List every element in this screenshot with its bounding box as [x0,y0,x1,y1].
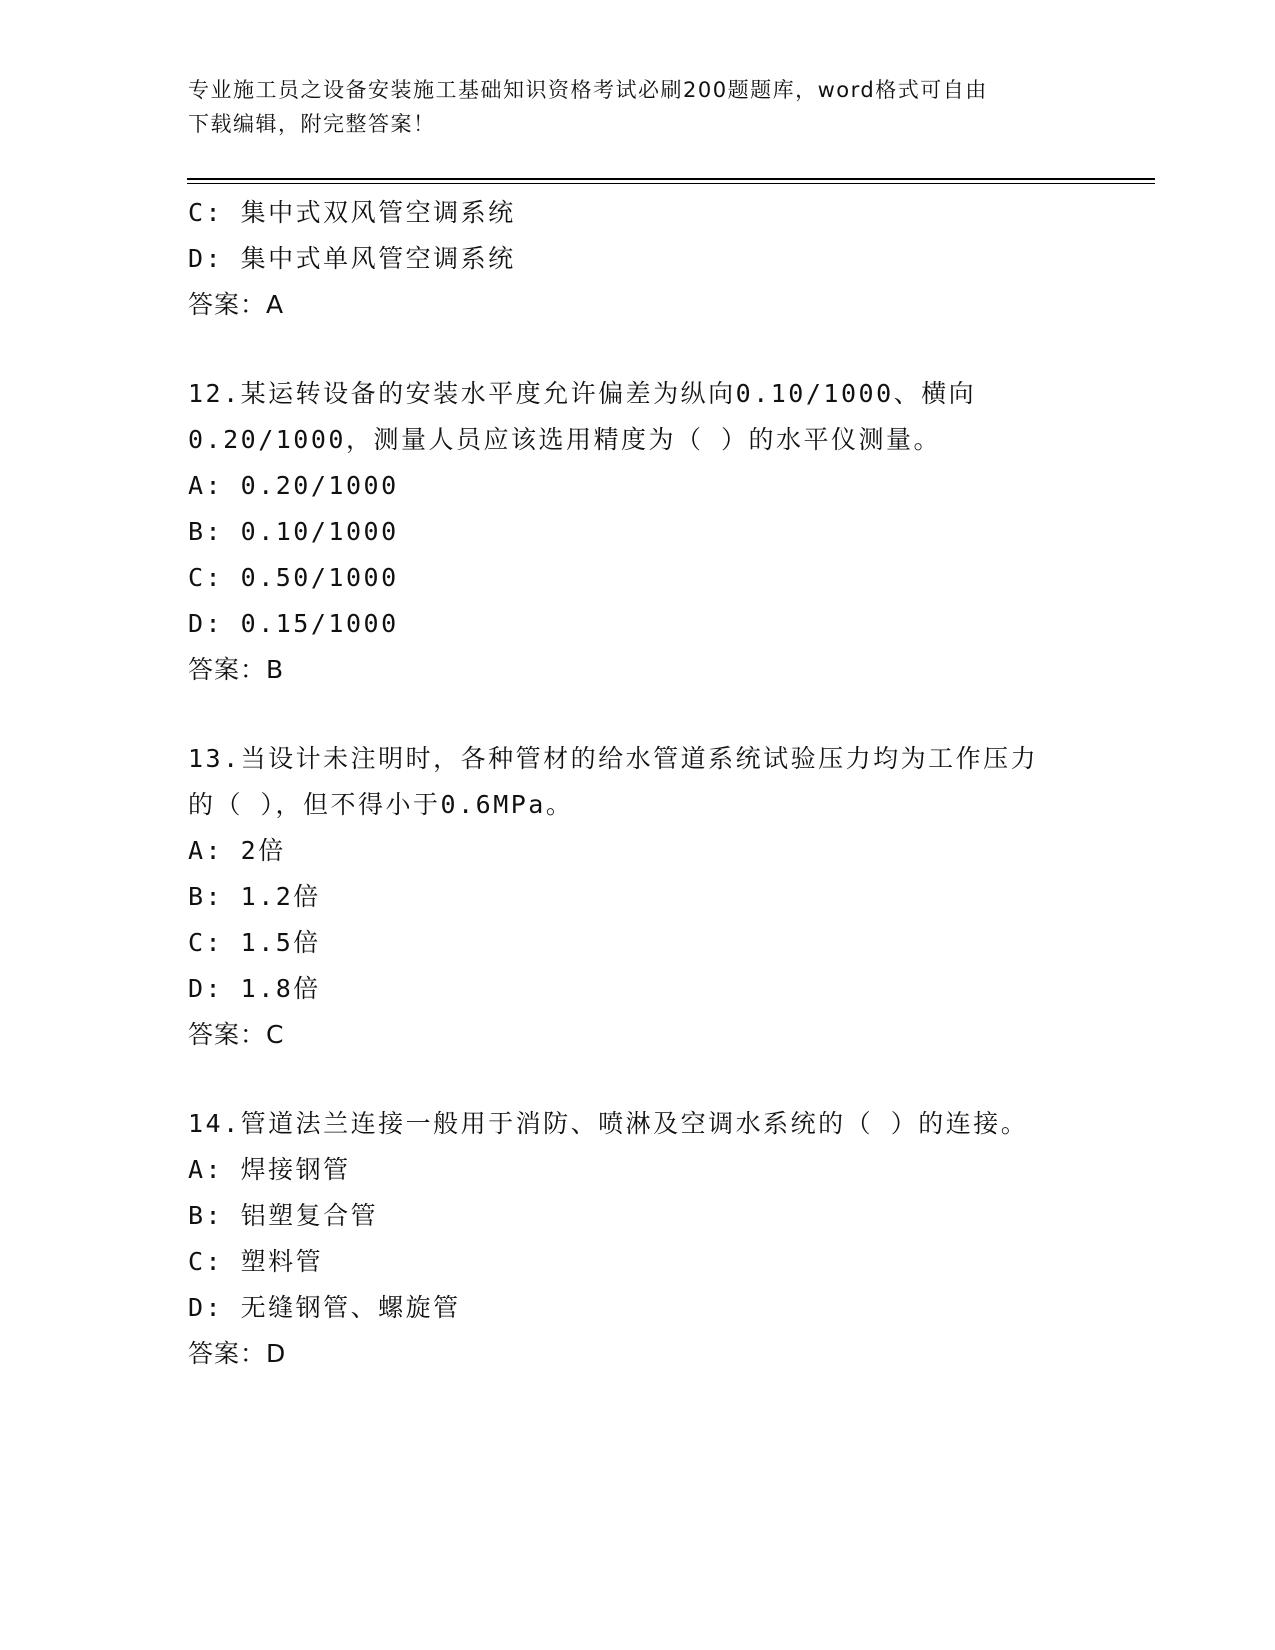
option-b: B: 铝塑复合管 [188,1201,379,1230]
question-stem-line-1: 14.管道法兰连接一般用于消防、喷淋及空调水系统的（ ）的连接。 [188,1109,1029,1138]
option-c: C: 0.50/1000 [188,563,399,592]
answer-line: 答案：B [188,655,285,684]
answer-line: 答案：D [188,1339,287,1368]
question-12 [188,371,1088,693]
option-c: C: 塑料管 [188,1247,324,1276]
question-stem-line-2: 0.20/1000，测量人员应该选用精度为（ ）的水平仪测量。 [188,425,942,454]
option-a: A: 焊接钢管 [188,1155,351,1184]
option-a: A: 2倍 [188,836,286,865]
question-stem-line-1: 12.某运转设备的安装水平度允许偏差为纵向0.10/1000、横向 [188,379,977,408]
question-11 [188,190,1088,328]
question-spacer [188,1058,1088,1101]
question-spacer [188,693,1088,736]
option-b: B: 0.10/1000 [188,517,399,546]
question-14 [188,1101,1088,1377]
option-c: C: 集中式双风管空调系统 [188,198,516,227]
header-divider-thick [187,178,1155,180]
option-c: C: 1.5倍 [188,928,321,957]
answer-line: 答案：C [188,1020,285,1049]
document-header [188,73,1068,141]
option-d: D: 集中式单风管空调系统 [188,244,516,273]
question-stem-line-2: 的（ ），但不得小于0.6MPa。 [188,790,574,819]
header-line-2: 下载编辑，附完整答案！ [188,112,436,136]
header-line-1: 专业施工员之设备安装施工基础知识资格考试必刷200题题库，word格式可自由 [188,78,988,102]
option-d: D: 无缝钢管、螺旋管 [188,1293,461,1322]
answer-line: 答案：A [188,290,285,319]
question-stem-line-1: 13.当设计未注明时，各种管材的给水管道系统试验压力均为工作压力 [188,744,1039,773]
option-b: B: 1.2倍 [188,882,321,911]
option-a: A: 0.20/1000 [188,471,399,500]
question-13 [188,736,1088,1058]
question-spacer [188,328,1088,371]
question-content [188,190,1088,1377]
header-divider-thin [187,183,1155,184]
option-d: D: 0.15/1000 [188,609,399,638]
option-d: D: 1.8倍 [188,974,321,1003]
